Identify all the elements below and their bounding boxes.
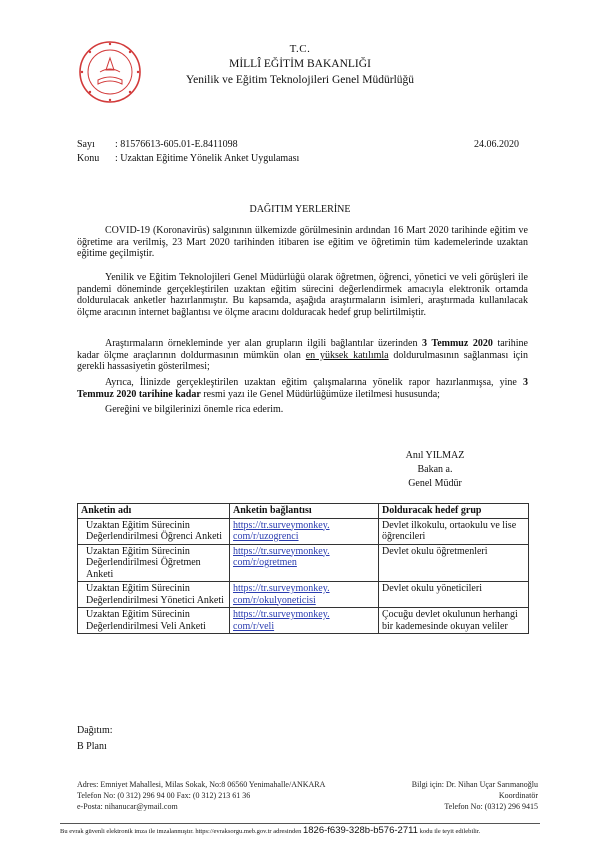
- verification-code: 1826-f639-328b-b576-2711: [302, 825, 418, 836]
- verification-note: Bu evrak güvenli elektronik imza ile imzalanmıştır. https://evraksorgu.meb.gov.tr adresinden 1826-f639-328b-b576-2711 kodu ile teyit edilebilir.: [60, 825, 481, 836]
- signatory-title-1: Bakan a.: [417, 464, 453, 475]
- table-row: [78, 608, 529, 634]
- footer-address: Adres: Emniyet Mahallesi, Milas Sokak, No:8 06560 Yenimahalle/ANKARA: [77, 780, 326, 789]
- footer-email: e-Posta: nihanucar@ymail.com: [77, 802, 178, 811]
- konu-label: Konu: [77, 153, 100, 164]
- survey-link[interactable]: https://tr.surveymonkey. com/r/okulyoneticisi: [230, 582, 379, 608]
- signatory-name: Anıl YILMAZ: [405, 450, 465, 461]
- table-header-row: [78, 504, 529, 519]
- footer-divider: [60, 823, 540, 824]
- survey-table: [77, 503, 529, 634]
- distribution-label: Dağıtım:: [77, 725, 113, 736]
- paragraph-2: Yenilik ve Eğitim Teknolojileri Genel Müdürlüğü olarak öğretmen, öğrenci, yönetici ve veli görüşleri ile pandemi döneminde gerçekleştirilen uzaktan eğitim sürecini değerlendirmek amacıyla elektronik ortamda doldurulacak anketler hazırlanmıştır. Bu kapsamda, aşağıda araştırmaların isimleri, araştırmada kullanılacak ölçme aracının internet bağlantısı ve ölçme aracını dolduracak hedef grup belirtilmiştir.: [77, 272, 528, 318]
- paragraph-1: COVID-19 (Koronavirüs) salgınının ülkemizde görülmesinin ardından 16 Mart 2020 tarihinde eğitim ve öğretime ara verilmiş, 23 Mart 2020 tarihinden itibaren ise eğitim ve öğretimin tüm kademelerinde uzaktan eğitime geçilmiştir.: [77, 225, 528, 260]
- footer-contact-left: [77, 779, 325, 812]
- table-row: [78, 518, 529, 544]
- survey-name: Uzaktan Eğitim Sürecinin Değerlendirilmesi Yönetici Anketi: [78, 582, 230, 608]
- signatory-title-2: Genel Müdür: [408, 478, 462, 489]
- recipient-heading: DAĞITIM YERLERİNE: [249, 204, 351, 215]
- paragraph-3: Araştırmaların örnekleminde yer alan grupların ilgili bağlantılar üzerinden 3 Temmuz 2020 tarihine kadar ölçme araçlarının doldurmasının mümkün olan en yüksek katılımla doldurulmasının sağlanması için gerekli hassasiyetin gösterilmesi;: [77, 338, 529, 373]
- target-group: Devlet okulu öğretmenleri: [379, 544, 529, 582]
- target-group: Devlet ilkokulu, ortaokulu ve lise öğrencileri: [379, 518, 529, 544]
- header-directorate: Yenilik ve Eğitim Teknolojileri Genel Müdürlüğü: [185, 74, 415, 86]
- document-date: 24.06.2020: [474, 139, 519, 150]
- table-header-cell: Anketin bağlantısı: [230, 504, 379, 519]
- table-row: [78, 582, 529, 608]
- table-row: [78, 544, 529, 582]
- table-header-cell: Dolduracak hedef grup: [379, 504, 529, 519]
- konu-value: : Uzaktan Eğitime Yönelik Anket Uygulaması: [115, 153, 300, 164]
- footer-contact-right: [388, 779, 538, 812]
- ministry-seal-logo: [78, 40, 142, 104]
- footer-contact-phone: Telefon No: (0312) 296 9415: [444, 802, 538, 811]
- footer-contact-person: Bilgi için: Dr. Nihan Uçar Sarımanoğlu: [411, 780, 538, 789]
- sayi-value: : 81576613-605.01-E.8411098: [115, 139, 238, 150]
- target-group: Devlet okulu yöneticileri: [379, 582, 529, 608]
- footer-contact-title: Koordinatör: [498, 791, 538, 800]
- survey-name: Uzaktan Eğitim Sürecinin Değerlendirilmesi Öğrenci Anketi: [78, 518, 230, 544]
- paragraph-5: Gereğini ve bilgilerinizi önemle rica ederim.: [105, 404, 284, 415]
- survey-name: Uzaktan Eğitim Sürecinin Değerlendirilmesi Veli Anketi: [78, 608, 230, 634]
- sayi-label: Sayı: [77, 139, 95, 150]
- survey-link[interactable]: https://tr.surveymonkey. com/r/veli: [230, 608, 379, 634]
- header-ministry: MİLLÎ EĞİTİM BAKANLIĞI: [229, 58, 371, 70]
- header-country: T.C.: [289, 43, 311, 55]
- table-header-cell: Anketin adı: [78, 504, 230, 519]
- target-group: Çocuğu devlet okulunun herhangi bir kademesinde okuyan veliler: [379, 608, 529, 634]
- paragraph-4: Ayrıca, İlinizde gerçekleştirilen uzaktan eğitim çalışmalarına yönelik rapor hazırlanmışsa, yine 3 Temmuz 2020 tarihine kadar resmi yazı ile Genel Müdürlüğümüze iletilmesi hususunda;: [77, 377, 528, 400]
- survey-link[interactable]: https://tr.surveymonkey. com/r/ogretmen: [230, 544, 379, 582]
- signature-block: [380, 449, 490, 491]
- distribution-plan: B Planı: [77, 741, 107, 752]
- survey-link[interactable]: https://tr.surveymonkey. com/r/uzogrenci: [230, 518, 379, 544]
- footer-phone: Telefon No: (0 312) 296 94 00 Fax: (0 312) 213 61 36: [77, 791, 251, 800]
- survey-name: Uzaktan Eğitim Sürecinin Değerlendirilmesi Öğretmen Anketi: [78, 544, 230, 582]
